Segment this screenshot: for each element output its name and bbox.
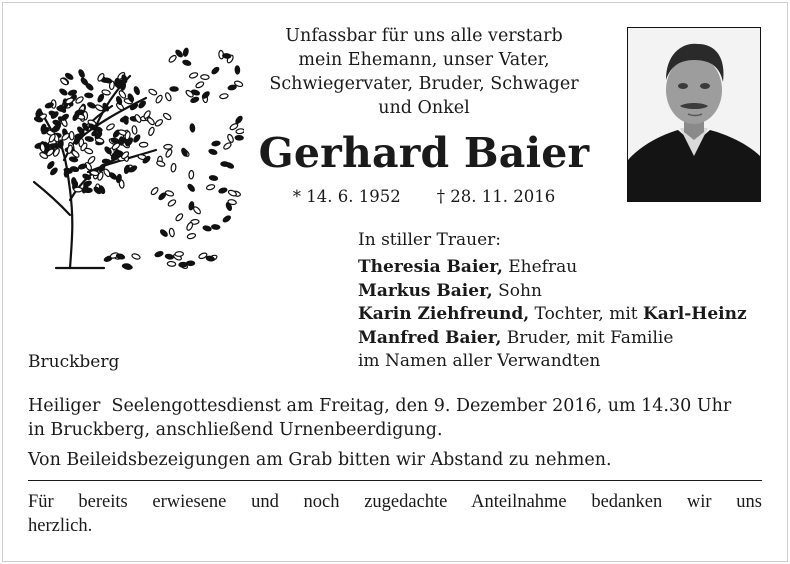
place-name: Bruckberg (28, 352, 120, 372)
service-info (28, 394, 764, 442)
mourner-name: Theresia Baier, (358, 257, 503, 277)
divider (28, 480, 762, 481)
mourner-relation: Sohn (492, 280, 542, 301)
mourner-name: Karin Ziehfreund, (358, 304, 530, 324)
intro-line: und Onkel (378, 98, 470, 118)
thanks-line: Für bereits erwiesene und noch zugedachte Anteilnahme bedanken wir uns (28, 492, 762, 512)
intro-line: Unfassbar für uns alle verstarb (285, 26, 563, 46)
mourner-entry (358, 280, 778, 304)
thanks-line: herzlich. (28, 516, 93, 536)
mourner-entry (358, 256, 778, 280)
service-line: in Bruckberg, anschließend Urnenbeerdigung. (28, 420, 443, 440)
mourners-list (358, 256, 778, 374)
mourner-entry (358, 327, 778, 351)
mourner-name: Manfred Baier, (358, 327, 502, 348)
mourner-relation: Tochter, mit (529, 304, 644, 324)
thanks-note (28, 490, 762, 538)
life-dates (250, 186, 598, 208)
birth-date: * 14. 6. 1952 (292, 187, 401, 206)
mourners-closing: im Namen aller Verwandten (358, 351, 601, 371)
mourner-name: Markus Baier, (358, 280, 493, 301)
mourner-entry (358, 303, 778, 327)
portrait-photo (627, 27, 761, 202)
intro-text (250, 24, 598, 120)
service-line: Heiliger Seelengottesdienst am Freitag, den 9. Dezember 2016, um 14.30 Uhr (28, 396, 732, 416)
intro-line: mein Ehemann, unser Vater, (298, 50, 550, 70)
mourner-relation: Bruder, mit Familie (501, 327, 674, 348)
deceased-name: Gerhard Baier (258, 129, 590, 177)
intro-line: Schwiegervater, Bruder, Schwager (269, 74, 579, 94)
condolence-request: Von Beileidsbezeigungen am Grab bitten wir Abstand zu nehmen. (28, 450, 612, 470)
mourner-relation: Ehefrau (502, 257, 578, 277)
mourners-heading: In stiller Trauer: (358, 230, 501, 250)
mourner-partner-name: Karl-Heinz (643, 304, 747, 324)
windblown-tree-icon (26, 40, 244, 280)
death-date: † 28. 11. 2016 (436, 187, 556, 206)
